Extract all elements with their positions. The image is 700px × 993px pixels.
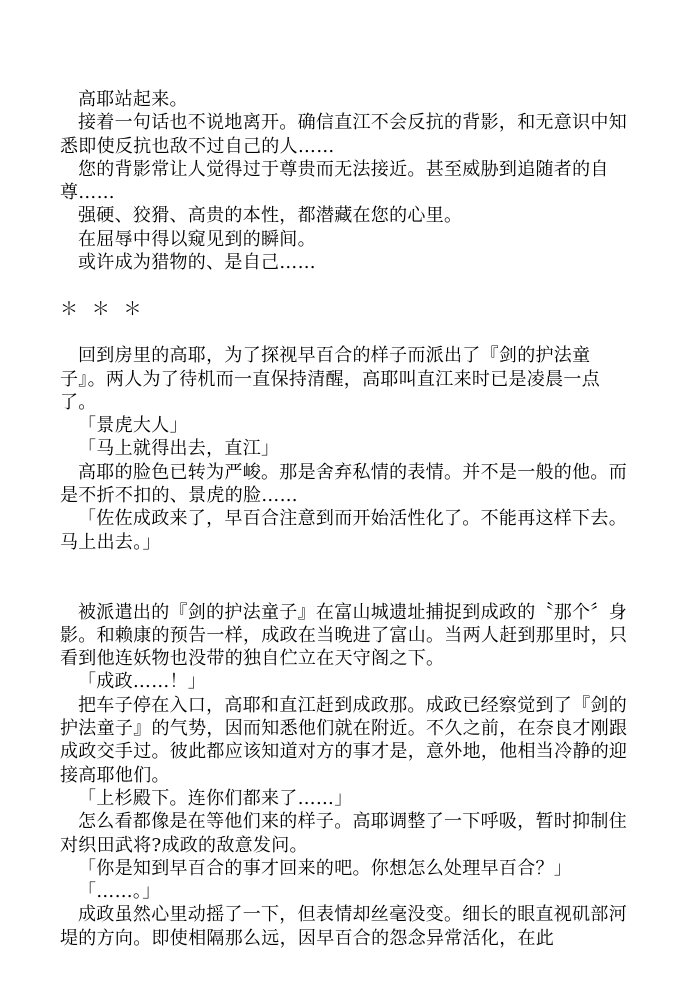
document-page bbox=[60, 88, 635, 950]
paragraph: 成政虽然心里动摇了一下，但表情却丝毫没变。细长的眼直视矶部河堤的方向。即使相隔那么远，因早百合的怨念异常活化，在此 bbox=[60, 904, 627, 949]
paragraph: 接着一句话也不说地离开。确信直江不会反抗的背影，和无意识中知悉即使反抗也敌不过自己的人…… bbox=[60, 112, 627, 157]
paragraph: 把车子停在入口，高耶和直江赶到成政那。成政已经察觉到了『剑的护法童子』的气势，因而知悉他们就在附近。不久之前，在奈良才刚跟成政交手过。彼此都应该知道对方的事才是，意外地，他相当冷静的迎接高耶他们。 bbox=[60, 694, 628, 786]
paragraph: 「……。」 bbox=[78, 881, 161, 903]
paragraph: 在屈辱中得以窥见到的瞬间。 bbox=[78, 228, 316, 250]
paragraph: 「上杉殿下。连你们都来了……」 bbox=[78, 787, 353, 809]
paragraph: 「景虎大人」 bbox=[78, 415, 188, 437]
paragraph: 高耶站起来。 bbox=[78, 89, 188, 110]
paragraph: 高耶的脸色已转为严峻。那是舍弃私情的表情。并不是一般的他。而是不折不扣的、景虎的脸…… bbox=[60, 461, 627, 507]
paragraph: 怎么看都像是在等他们来的样子。高耶调整了一下呼吸，暂时抑制住对织田武将?成政的敌意发问。 bbox=[60, 811, 627, 856]
section-separator: ＊ ＊ ＊ bbox=[60, 298, 146, 320]
blank-line bbox=[60, 554, 635, 601]
paragraph: 「你是知到早百合的事才回来的吧。你想怎么处理早百合？」 bbox=[78, 857, 573, 879]
paragraph: 「佐佐成政来了，早百合注意到而开始活性化了。不能再这样下去。马上出去。」 bbox=[60, 508, 627, 553]
paragraph: 强硬、狡猾、高贵的本性，都潜藏在您的心里。 bbox=[78, 205, 463, 227]
paragraph: 被派遣出的『剑的护法童子』在富山城遗址捕捉到成政的〝那个〞身影。和赖康的预告一样，成政在当晚进了富山。当两人赶到那里时，只看到他连妖物也没带的独自伫立在天守阁之下。 bbox=[60, 601, 628, 670]
paragraph: 「马上就得出去，直江」 bbox=[78, 438, 280, 460]
paragraph: 回到房里的高耶，为了探视早百合的样子而派出了『剑的护法童子』。两人为了待机而一直保持清醒，高耶叫直江来时已是凌晨一点了。 bbox=[60, 345, 600, 413]
paragraph: 您的背影常让人觉得过于尊贵而无法接近。甚至威胁到追随者的自尊…… bbox=[60, 158, 609, 204]
paragraph: 或许成为猎物的、是自己…… bbox=[78, 252, 316, 274]
paragraph: 「成政……！」 bbox=[78, 671, 207, 693]
